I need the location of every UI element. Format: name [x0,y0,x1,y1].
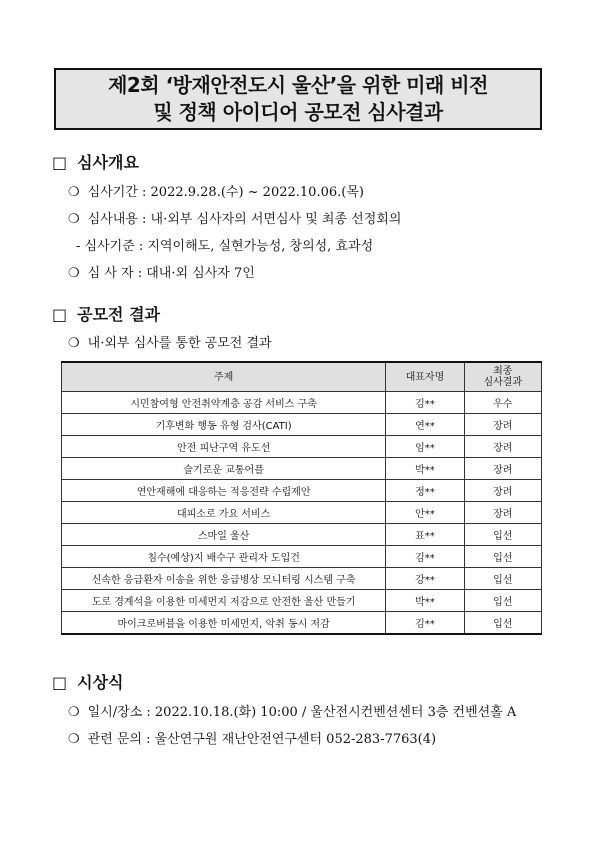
cell-result: 우수 [464,392,541,414]
header-final-line-1: 최종 [493,366,513,377]
overview-period [68,181,364,200]
section-title: 공모전 결과 [77,305,160,324]
table-row [62,436,542,458]
section-overview-heading [52,150,139,173]
cell-representative: 표** [386,524,464,546]
cell-topic: 슬기로운 교통어플 [62,458,386,480]
cell-topic: 안전 피난구역 유도선 [62,436,386,458]
cell-result: 입선 [464,590,541,612]
circle-bullet-icon: ❍ [68,732,80,747]
cell-result: 장려 [464,458,541,480]
document-title [54,68,542,130]
circle-bullet-icon: ❍ [68,212,80,227]
cell-representative: 박** [386,590,464,612]
header-representative: 대표자명 [386,362,464,392]
cell-result: 입선 [464,612,541,635]
cell-topic: 도로 경계석을 이용한 미세먼지 저감으로 안전한 울산 만들기 [62,590,386,612]
cell-representative: 박** [386,458,464,480]
cell-representative: 임** [386,436,464,458]
cell-representative: 안** [386,502,464,524]
table-row [62,458,542,480]
cell-representative: 연** [386,414,464,436]
bullet-text: 심 사 자 : 대내·외 심사자 7인 [87,266,255,281]
cell-result: 장려 [464,480,541,502]
section-results-heading [52,302,160,325]
circle-bullet-icon: ❍ [68,185,80,200]
header-final-result [464,362,541,392]
table-row [62,524,542,546]
section-title: 심사개요 [77,153,139,172]
table-header-row [62,362,542,392]
table-row [62,480,542,502]
cell-representative: 김** [386,546,464,568]
circle-bullet-icon: ❍ [68,705,80,720]
cell-result: 장려 [464,414,541,436]
checkbox-square-icon: □ [52,305,68,324]
cell-topic: 연안재해에 대응하는 적응전략 수립제안 [62,480,386,502]
results-table [61,361,542,635]
table-row [62,502,542,524]
table-row [62,612,542,635]
cell-topic: 대피소로 가요 서비스 [62,502,386,524]
header-topic: 주제 [62,362,386,392]
table-row [62,590,542,612]
bullet-text: 일시/장소 : 2022.10.18.(화) 10:00 / 울산전시컨벤션센터 3층 컨벤션홀 A [87,705,517,720]
overview-content [68,208,401,227]
cell-topic: 마이크로버블을 이용한 미세먼지, 악취 동시 저감 [62,612,386,635]
circle-bullet-icon: ❍ [68,336,80,351]
circle-bullet-icon: ❍ [68,266,80,281]
table-row [62,568,542,590]
ceremony-contact [68,728,436,747]
cell-topic: 기후변화 행동 유형 검사(CATI) [62,414,386,436]
checkbox-square-icon: □ [52,153,68,172]
header-final-line-2: 심사결과 [483,377,523,388]
cell-representative: 김** [386,392,464,414]
bullet-text: 내·외부 심사를 통한 공모전 결과 [87,336,272,351]
cell-topic: 시민참여형 안전취약계층 공감 서비스 구축 [62,392,386,414]
cell-result: 입선 [464,568,541,590]
title-line-2: 및 정책 아이디어 공모전 심사결과 [153,100,443,124]
checkbox-square-icon: □ [52,673,68,692]
title-line-1: 제2회 ‘방재안전도시 울산’을 위한 미래 비전 [108,73,488,97]
section-title: 시상식 [77,673,124,692]
cell-topic: 침수(예상)지 배수구 관리자 도입건 [62,546,386,568]
cell-topic: 신속한 응급환자 이송을 위한 응급병상 모니터링 시스템 구축 [62,568,386,590]
table-row [62,546,542,568]
overview-criteria [76,235,373,254]
cell-result: 장려 [464,502,541,524]
cell-representative: 강** [386,568,464,590]
bullet-text: 관련 문의 : 울산연구원 재난안전연구센터 052-283-7763(4) [87,732,437,747]
table-row [62,414,542,436]
cell-result: 입선 [464,524,541,546]
cell-result: 입선 [464,546,541,568]
cell-representative: 김** [386,612,464,635]
cell-result: 장려 [464,436,541,458]
bullet-text: 심사기간 : 2022.9.28.(수) ~ 2022.10.06.(목) [87,185,364,200]
cell-topic: 스마일 울산 [62,524,386,546]
ceremony-datetime [68,701,516,720]
table-row [62,392,542,414]
results-intro [68,332,272,351]
cell-representative: 정** [386,480,464,502]
bullet-text: 심사내용 : 내·외부 심사자의 서면심사 및 최종 선정회의 [87,212,402,227]
bullet-text: - 심사기준 : 지역이해도, 실현가능성, 창의성, 효과성 [76,239,374,254]
overview-judges [68,262,255,281]
section-ceremony-heading [52,670,124,693]
